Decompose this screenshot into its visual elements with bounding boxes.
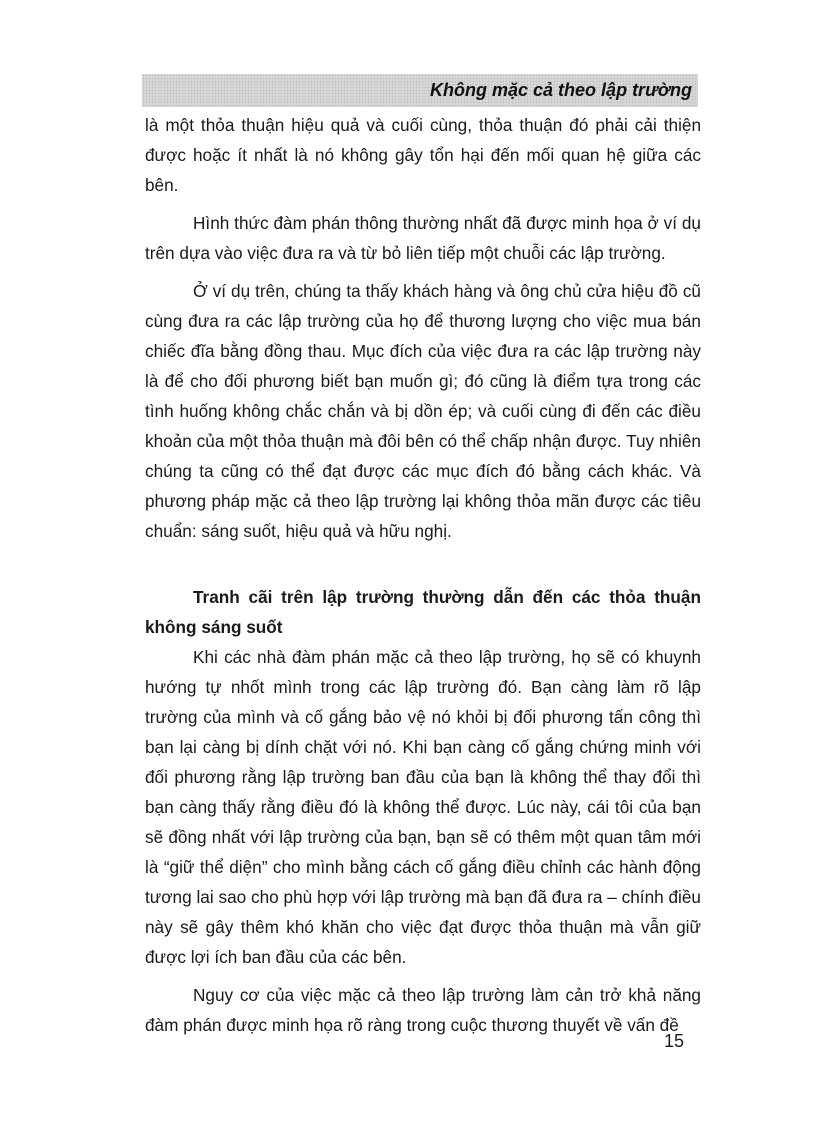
paragraph: Nguy cơ của việc mặc cả theo lập trường làm cản trở khả năng đàm phán được minh họa rõ ràng trong cuộc thương thuyết về vấn đề xyxy=(145,985,701,1035)
page-number: 15 xyxy=(664,1031,685,1051)
running-header xyxy=(142,74,698,107)
paragraph-continued: là một thỏa thuận hiệu quả và cuối cùng, thỏa thuận đó phải cải thiện được hoặc ít nhất là nó không gây tổn hại đến mối quan hệ giữa các bên. xyxy=(145,115,701,195)
paragraph: Hình thức đàm phán thông thường nhất đã được minh họa ở ví dụ trên dựa vào việc đưa ra và từ bỏ liên tiếp một chuỗi các lập trường. xyxy=(145,213,701,263)
paragraph: Ở ví dụ trên, chúng ta thấy khách hàng và ông chủ cửa hiệu đồ cũ cùng đưa ra các lập trường của họ để thương lượng cho việc mua bán chiếc đĩa bằng đồng thau. Mục đích của việc đưa ra các lập trường này là để cho đối phương biết bạn muốn gì; đó cũng là điểm tựa trong các tình huống không chắc chắn và bị dồn ép; và cuối cùng đi đến các điều khoản của một thỏa thuận mà đôi bên có thể chấp nhận được. Tuy nhiên chúng ta cũng có thể đạt được các mục đích đó bằng cách khác. Và phương pháp mặc cả theo lập trường lại không thỏa mãn được các tiêu chuẩn: sáng suốt, hiệu quả và hữu nghị. xyxy=(145,281,701,541)
section-heading: Tranh cãi trên lập trường thường dẫn đến các thỏa thuận không sáng suốt xyxy=(145,587,701,637)
running-header-title: Không mặc cả theo lập trường xyxy=(430,80,692,100)
paragraph: Khi các nhà đàm phán mặc cả theo lập trường, họ sẽ có khuynh hướng tự nhốt mình trong các lập trường đó. Bạn càng làm rõ lập trường của mình và cố gắng bảo vệ nó khỏi bị đối phương tấn công thì bạn lại càng bị dính chặt với nó. Khi bạn càng cố gắng chứng minh với đối phương rằng lập trường ban đầu của bạn là không thể thay đổi thì bạn càng thấy rằng điều đó là không thể được. Lúc này, cái tôi của bạn sẽ đồng nhất với lập trường của bạn, bạn sẽ có thêm một quan tâm mới là “giữ thể diện” cho mình bằng cách cố gắng điều chỉnh các hành động tương lai sao cho phù hợp với lập trường mà bạn đã đưa ra – chính điều này sẽ gây thêm khó khăn cho việc đạt được thỏa thuận mà vẫn giữ được lợi ích ban đầu của các bên. xyxy=(145,647,701,967)
page-body xyxy=(145,110,701,1048)
